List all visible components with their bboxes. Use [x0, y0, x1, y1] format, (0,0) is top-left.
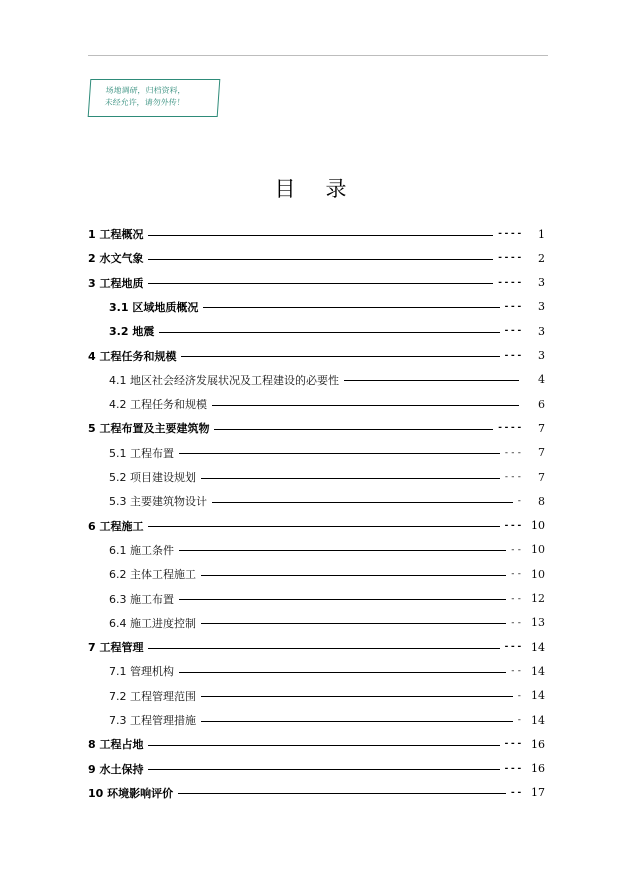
toc-entry[interactable]	[109, 615, 545, 631]
toc-leader-dashes: ---	[503, 520, 523, 531]
toc-leader-dashes: --	[510, 544, 523, 555]
toc-leader-line	[148, 283, 493, 284]
toc-page-number: 10	[531, 543, 545, 557]
toc-entry-label: 7.1 管理机构	[109, 665, 174, 679]
toc-entry-label: 8 工程占地	[88, 738, 144, 752]
toc-page-number: 7	[538, 470, 545, 484]
toc-leader-line	[214, 429, 493, 430]
toc-entry-label: 5.1 工程布置	[109, 446, 174, 460]
toc-leader-dashes: -	[516, 715, 523, 725]
toc-page-number: 3	[538, 300, 545, 314]
toc-entry[interactable]	[109, 663, 545, 679]
toc-entry-label: 7.2 工程管理范围	[109, 689, 196, 703]
toc-leader-line	[179, 599, 506, 600]
toc-entry-label: 3.1 区域地质概况	[109, 300, 199, 314]
toc-entry[interactable]	[109, 493, 545, 509]
toc-leader-line	[178, 793, 506, 794]
toc-entry-label: 7 工程管理	[88, 641, 144, 655]
toc-entry[interactable]	[109, 591, 545, 607]
toc-page-number: 17	[531, 786, 545, 800]
toc-leader-line	[148, 259, 493, 260]
toc-page-number: 14	[531, 689, 545, 703]
toc-leader-line	[148, 769, 499, 770]
toc-page-number: 16	[531, 762, 545, 776]
toc-leader-dashes: --	[510, 593, 523, 604]
toc-entry-label: 2 水文气象	[88, 252, 144, 266]
toc-leader-line	[148, 235, 493, 236]
toc-entry[interactable]	[88, 761, 545, 777]
stamp-line-2: 未经允许，请勿外传！	[104, 98, 185, 107]
toc-entry[interactable]	[88, 420, 545, 436]
toc-page-number: 8	[538, 494, 545, 508]
toc-entry-label: 6.1 施工条件	[109, 543, 174, 557]
toc-page-number: 2	[538, 251, 545, 265]
toc-entry-label: 5 工程布置及主要建筑物	[88, 422, 210, 436]
toc-page-number: 3	[538, 324, 545, 338]
toc-entry[interactable]	[109, 542, 545, 558]
toc-leader-line	[201, 575, 506, 576]
toc-leader-line	[159, 332, 499, 333]
toc-entry[interactable]	[88, 518, 545, 534]
toc-entry-label: 4.1 地区社会经济发展状况及工程建设的必要性	[109, 373, 339, 387]
toc-entry[interactable]	[109, 712, 545, 728]
toc-leader-line	[179, 453, 500, 454]
toc-leader-line	[201, 478, 500, 479]
toc-page-number: 4	[538, 373, 545, 387]
toc-entry-label: 4 工程任务和规模	[88, 349, 177, 363]
toc-leader-dashes: ---	[503, 472, 523, 482]
toc-leader-dashes: ----	[497, 277, 523, 288]
stamp-line-1: 场地调研，归档资料，	[105, 86, 186, 95]
toc-entry[interactable]	[109, 396, 545, 412]
toc-leader-line	[201, 721, 513, 722]
toc-leader-dashes: ---	[503, 350, 523, 361]
toc-entry[interactable]	[109, 469, 545, 485]
toc-entry-label: 4.2 工程任务和规模	[109, 398, 207, 412]
toc-leader-line	[148, 526, 499, 527]
toc-leader-line	[212, 405, 519, 406]
toc-page-number: 13	[531, 616, 545, 630]
toc-leader-dashes: --	[510, 787, 523, 798]
toc-entry[interactable]	[88, 736, 545, 752]
toc-page-number: 6	[538, 397, 545, 411]
toc-leader-dashes: ---	[503, 301, 523, 312]
toc-entry-label: 6.2 主体工程施工	[109, 568, 196, 582]
toc-title: 目录	[274, 177, 377, 201]
toc-page-number: 10	[531, 519, 545, 533]
toc-page-number: 10	[531, 567, 545, 581]
toc-entry[interactable]	[88, 250, 545, 266]
toc-entry-label: 3.2 地震	[109, 325, 155, 339]
toc-leader-line	[203, 307, 499, 308]
toc-entry-label: 6 工程施工	[88, 519, 144, 533]
toc-leader-dashes: ---	[503, 763, 523, 774]
toc-entry[interactable]	[109, 299, 545, 315]
toc-leader-line	[148, 745, 499, 746]
toc-entry[interactable]	[88, 348, 545, 364]
toc-leader-line	[212, 502, 513, 503]
toc-entry[interactable]	[109, 323, 545, 339]
toc-leader-dashes: ----	[497, 423, 523, 434]
toc-page-number: 7	[538, 446, 545, 460]
toc-leader-dashes: ---	[503, 447, 523, 458]
toc-entry[interactable]	[88, 785, 545, 801]
toc-page-number: 3	[538, 276, 545, 290]
toc-entry-label: 3 工程地质	[88, 276, 144, 290]
toc-entry-label: 5.3 主要建筑物设计	[109, 495, 207, 509]
toc-leader-line	[181, 356, 499, 357]
toc-entry[interactable]	[88, 639, 545, 655]
toc-leader-dashes: ---	[503, 739, 523, 750]
toc-entry[interactable]	[109, 372, 545, 388]
toc-entry-label: 10 环境影响评价	[88, 786, 174, 800]
toc-entry-label: 7.3 工程管理措施	[109, 714, 196, 727]
toc-entry[interactable]	[88, 226, 545, 242]
toc-entry-label: 6.4 施工进度控制	[109, 616, 196, 630]
toc-leader-dashes: --	[510, 666, 523, 677]
toc-page-number: 3	[538, 349, 545, 362]
toc-leader-dashes: --	[510, 569, 523, 580]
toc-leader-dashes: ----	[497, 253, 523, 264]
toc-entry[interactable]	[109, 688, 545, 704]
header-rule	[88, 55, 548, 56]
toc-entry[interactable]	[88, 275, 545, 291]
toc-leader-line	[148, 648, 499, 649]
toc-leader-dashes: -	[516, 496, 523, 507]
toc-leader-line	[179, 550, 506, 551]
toc-page-number: 14	[531, 713, 545, 727]
toc-entry-label: 6.3 施工布置	[109, 592, 174, 606]
toc-entry[interactable]	[109, 566, 545, 582]
toc-page-number: 14	[531, 640, 545, 654]
toc-leader-dashes: ---	[503, 326, 523, 337]
toc-leader-line	[344, 380, 519, 381]
toc-leader-dashes: --	[510, 617, 523, 628]
toc-entry[interactable]	[109, 445, 545, 461]
toc-leader-dashes: ---	[503, 642, 523, 653]
toc-leader-dashes: ----	[497, 229, 523, 239]
toc-page-number: 12	[531, 592, 545, 605]
confidential-stamp	[88, 79, 221, 117]
toc-page-number: 16	[531, 737, 545, 751]
toc-leader-line	[179, 672, 506, 673]
toc-leader-dashes: -	[516, 690, 523, 701]
toc-entry-label: 9 水土保持	[88, 762, 144, 776]
toc-leader-line	[201, 623, 506, 624]
toc-page-number: 1	[538, 227, 545, 241]
toc-leader-line	[201, 696, 513, 697]
toc-entry-label: 1 工程概况	[88, 228, 144, 241]
toc-page-number: 7	[538, 421, 545, 435]
toc-page-number: 14	[531, 664, 545, 678]
toc-entry-label: 5.2 项目建设规划	[109, 471, 196, 484]
